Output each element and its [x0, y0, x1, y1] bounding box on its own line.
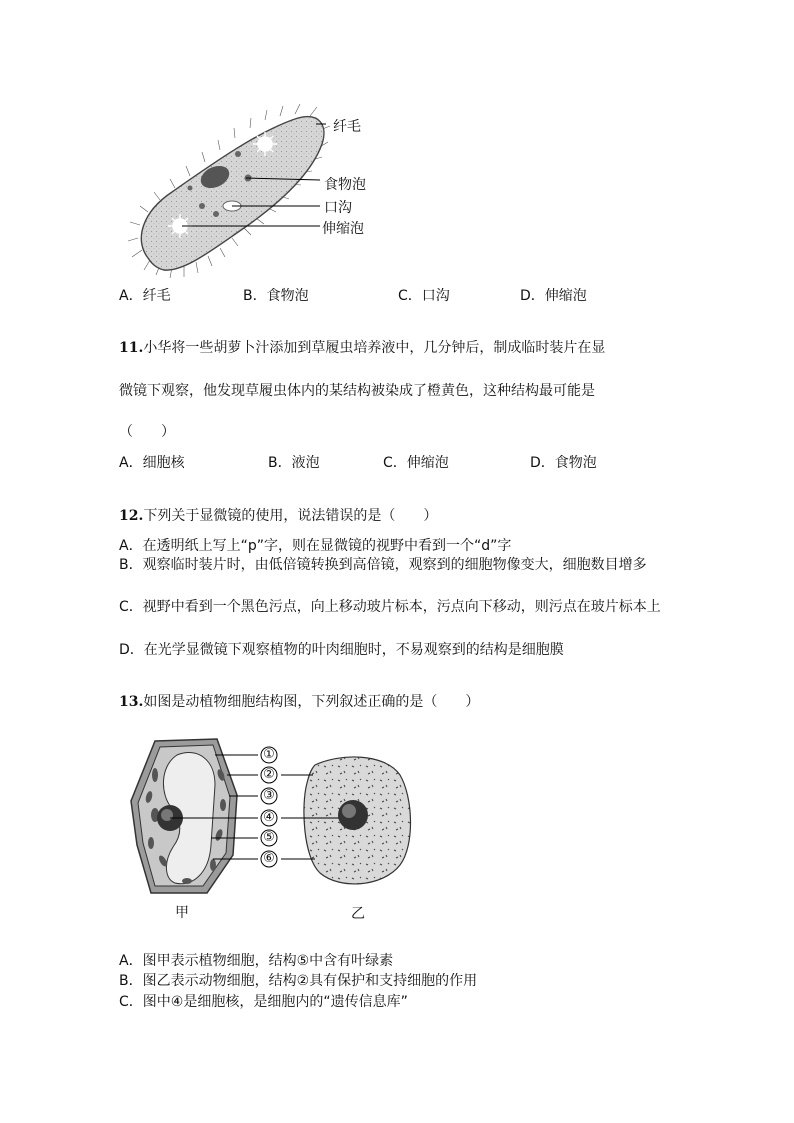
marker-1: ① [263, 747, 275, 762]
label-food-vacuole: 食物泡 [324, 177, 366, 193]
q10-option-a[interactable]: A．纤毛 [119, 288, 171, 304]
marker-5: ⑤ [263, 830, 275, 845]
q13-option-b[interactable]: B．图乙表示动物细胞，结构②具有保护和支持细胞的作用 [119, 973, 478, 989]
q12-stem-text: 下列关于显微镜的使用，说法错误的是（ ） [143, 508, 438, 524]
plant-cell [131, 739, 237, 893]
animal-cell [304, 757, 411, 884]
label-animal-cell: 乙 [351, 906, 365, 922]
q10-option-b[interactable]: B．食物泡 [243, 288, 309, 304]
marker-2: ② [263, 767, 275, 782]
q12-option-a[interactable]: A．在透明纸上写上“p”字，则在显微镜的视野中看到一个“d”字 [119, 538, 512, 554]
q11-number: 11. [119, 340, 144, 356]
marker-circles [261, 747, 277, 867]
q11-line1 [119, 337, 605, 357]
q10-option-d[interactable]: D．伸缩泡 [520, 288, 587, 304]
q11-stem-line2: 微镜下观察，他发现草履虫体内的某结构被染成了橙黄色，这种结构最可能是 [119, 383, 595, 399]
q12-stem [119, 505, 437, 525]
label-contractile-vacuole: 伸缩泡 [322, 221, 364, 237]
q13-stem [119, 691, 479, 711]
marker-6: ⑥ [263, 851, 275, 866]
q12-option-b[interactable]: B．观察临时装片时，由低倍镜转换到高倍镜，观察到的细胞物像变大，细胞数目增多 [119, 557, 647, 573]
q11-option-d[interactable]: D．食物泡 [530, 455, 597, 471]
q12-option-d[interactable]: D．在光学显微镜下观察植物的叶肉细胞时，不易观察到的结构是细胞膜 [119, 642, 564, 658]
q10-option-c[interactable]: C．口沟 [398, 288, 450, 304]
paramecium-body [141, 117, 324, 271]
q13-number: 13. [119, 694, 144, 710]
label-plant-cell: 甲 [175, 905, 189, 921]
label-oral-groove: 口沟 [324, 200, 352, 216]
q13-option-c[interactable]: C．图中④是细胞核，是细胞内的“遗传信息库” [119, 994, 408, 1010]
q13-stem-text: 如图是动植物细胞结构图，下列叙述正确的是（ ） [143, 694, 480, 710]
q11-option-c[interactable]: C．伸缩泡 [383, 455, 449, 471]
q11-option-a[interactable]: A．细胞核 [119, 455, 185, 471]
label-cilia: 纤毛 [333, 119, 361, 135]
q12-number: 12. [119, 508, 144, 524]
q11-stem-line1: 小华将一些胡萝卜汁添加到草履虫培养液中，几分钟后，制成临时装片在显 [143, 340, 606, 356]
q11-answer-paren: （ ） [119, 424, 175, 440]
marker-4: ④ [263, 810, 275, 825]
q11-option-b[interactable]: B．液泡 [268, 455, 320, 471]
q12-option-c[interactable]: C．视野中看到一个黑色污点，向上移动玻片标本，污点向下移动，则污点在玻片标本上 [119, 599, 661, 615]
marker-3: ③ [263, 788, 275, 803]
q13-option-a[interactable]: A．图甲表示植物细胞，结构⑤中含有叶绿素 [119, 953, 394, 969]
